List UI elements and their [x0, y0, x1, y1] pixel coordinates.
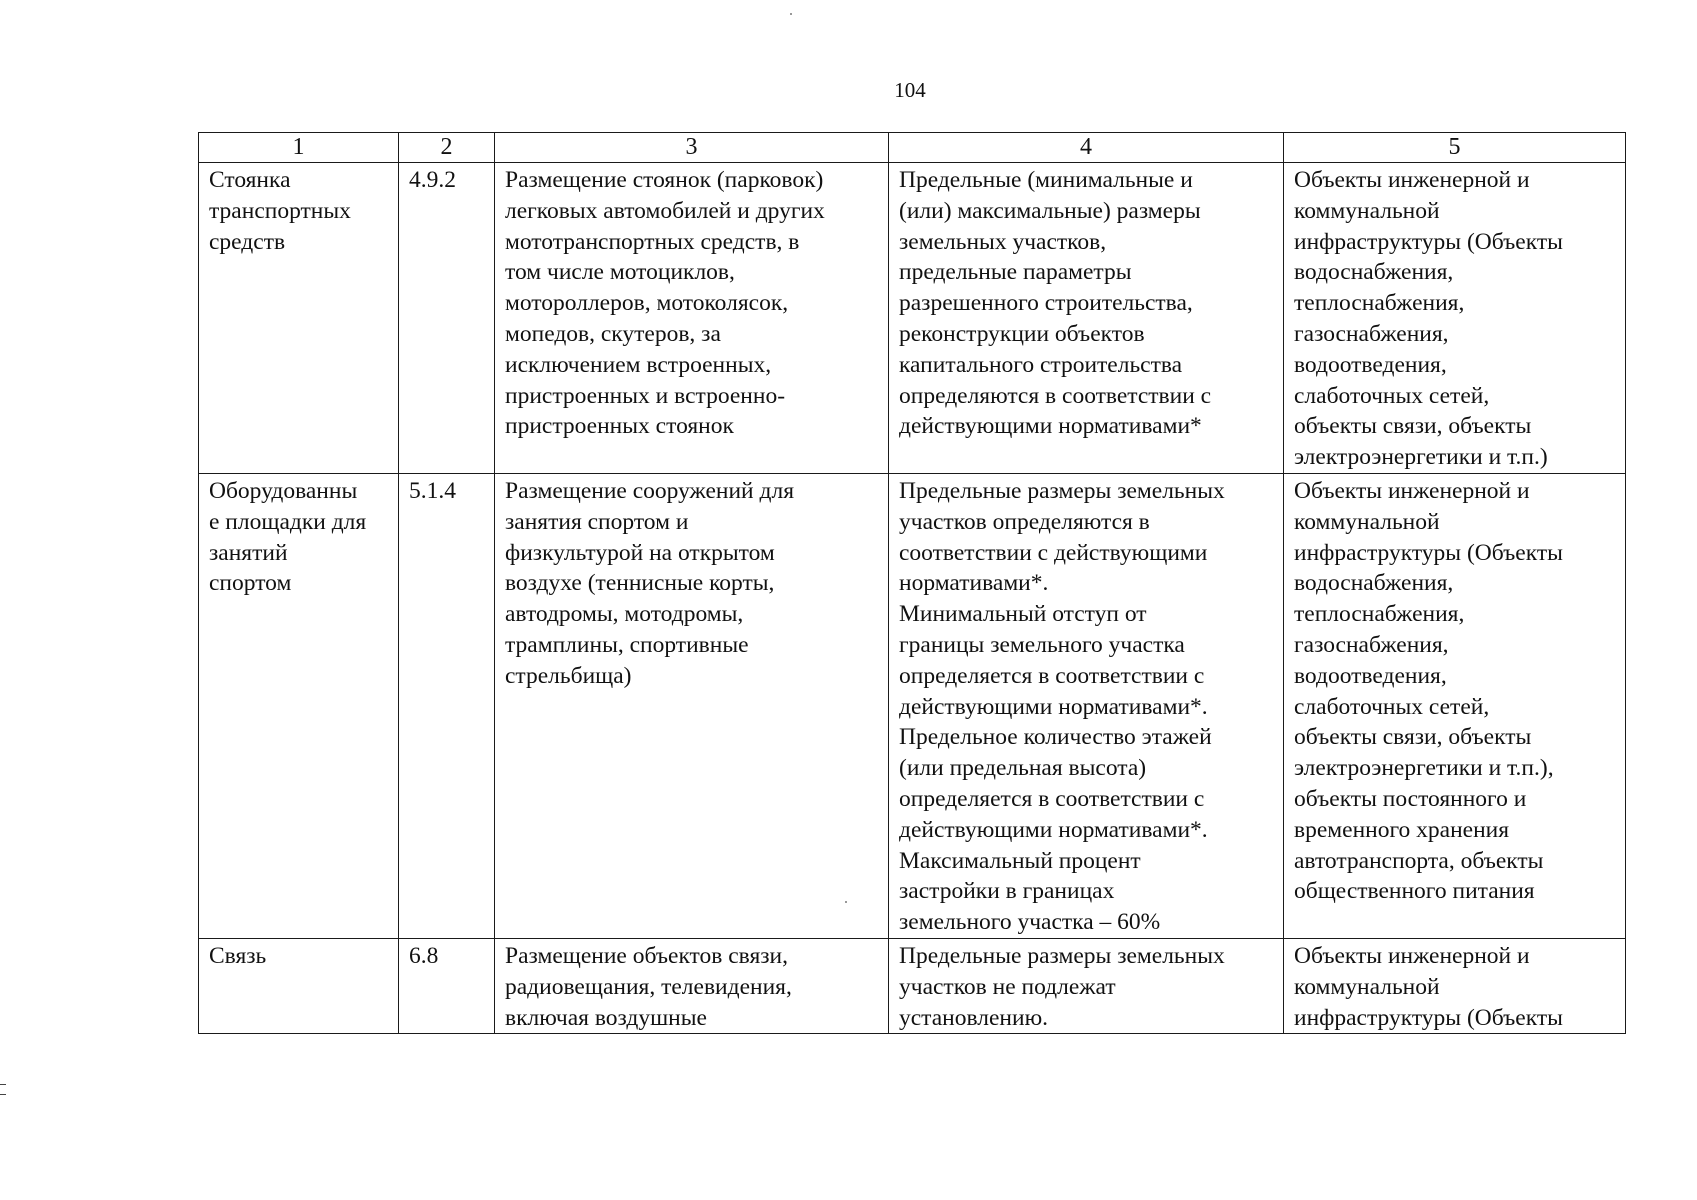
column-header-1: 1	[199, 133, 399, 163]
auxiliary-uses-cell: Объекты инженерной и коммунальной инфраструктуры (Объекты водоснабжения, теплоснабжения, газоснабжения, водоотведения, слаботочных сетей, объекты связи, объекты электроэнергетики и т.п.)	[1284, 163, 1626, 474]
table-row	[199, 163, 1626, 474]
column-header-2: 2	[399, 133, 495, 163]
column-header-3: 3	[495, 133, 889, 163]
parameters-cell: Предельные размеры земельных участков определяются в соответствии с действующими нормативами*. Минимальный отступ от границы земельного участка определяется в соответствии с действующими нормативами*. Предельное количество этажей (или предельная высота) определяется в соответствии с действующими нормативами*. Максимальный процент застройки в границах земельного участка – 60%	[889, 473, 1284, 938]
use-type-description: Размещение сооружений для занятия спортом и физкультурой на открытом воздухе (теннисные корты, автодромы, мотодромы, трамплины, спортивные стрельбища)	[495, 473, 889, 938]
scan-speck	[790, 13, 792, 15]
use-type-code: 6.8	[399, 938, 495, 1033]
column-header-5: 5	[1284, 133, 1626, 163]
use-type-name: Связь	[199, 938, 399, 1033]
use-type-code: 4.9.2	[399, 163, 495, 474]
parameters-cell: Предельные размеры земельных участков не подлежат установлению.	[889, 938, 1284, 1033]
table-row	[199, 473, 1626, 938]
use-type-code: 5.1.4	[399, 473, 495, 938]
auxiliary-uses-cell: Объекты инженерной и коммунальной инфраструктуры (Объекты	[1284, 938, 1626, 1033]
use-type-name: Стоянка транспортных средств	[199, 163, 399, 474]
use-type-description: Размещение объектов связи, радиовещания, телевидения, включая воздушные	[495, 938, 889, 1033]
parameters-cell: Предельные (минимальные и (или) максимальные) размеры земельных участков, предельные параметры разрешенного строительства, реконструкции объектов капитального строительства определяются в соответствии с действующими нормативами*	[889, 163, 1284, 474]
use-type-name: Оборудованны е площадки для занятий спортом	[199, 473, 399, 938]
scan-edge-mark	[0, 1084, 6, 1095]
auxiliary-uses-cell: Объекты инженерной и коммунальной инфраструктуры (Объекты водоснабжения, теплоснабжения, газоснабжения, водоотведения, слаботочных сетей, объекты связи, объекты электроэнергетики и т.п.), объекты постоянного и временного хранения автотранспорта, объекты общественного питания	[1284, 473, 1626, 938]
use-type-description: Размещение стоянок (парковок) легковых автомобилей и других мототранспортных средств, в том числе мотоциклов, мотороллеров, мотоколясок, мопедов, скутеров, за исключением встроенных, пристроенных и встроенно- пристроенных стоянок	[495, 163, 889, 474]
permitted-use-table	[198, 132, 1626, 1034]
scan-speck	[845, 901, 847, 903]
table-row	[199, 938, 1626, 1033]
table-header-row	[199, 133, 1626, 163]
column-header-4: 4	[889, 133, 1284, 163]
page-number: 104	[894, 78, 926, 102]
